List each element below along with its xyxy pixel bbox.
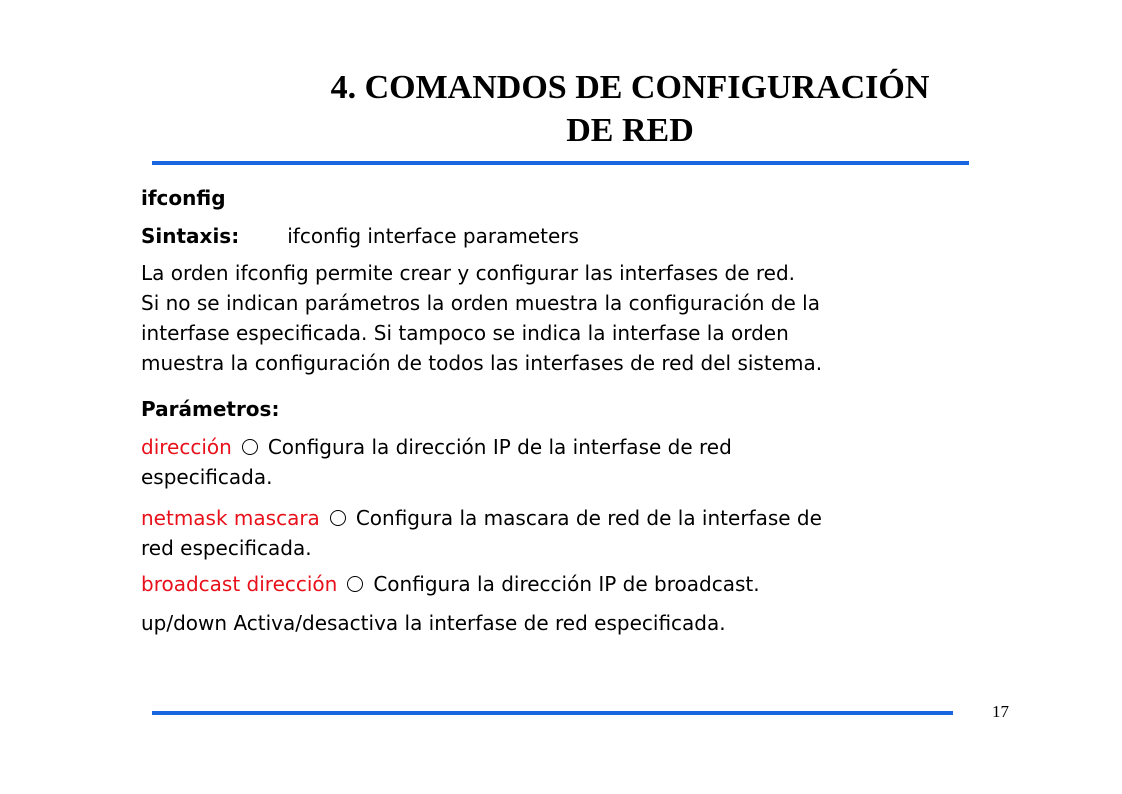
top-divider	[152, 161, 969, 165]
parameter-name: broadcast dirección	[141, 572, 338, 596]
description-line-2: Si no se indican parámetros la orden muestra la configuración de la	[141, 291, 820, 315]
parameter-description: Configura la mascara de red de la interfase de	[355, 506, 822, 530]
circle-icon	[330, 510, 346, 526]
syntax-value: ifconfig interface parameters	[287, 224, 579, 248]
page-title	[250, 66, 1010, 152]
description-line-1: La orden ifconfig permite crear y configurar las interfases de red.	[141, 261, 796, 285]
title-line-1: 4. COMANDOS DE CONFIGURACIÓN	[330, 69, 930, 106]
parameter-description: Configura la dirección IP de broadcast.	[373, 572, 760, 596]
command-heading: ifconfig	[141, 186, 226, 210]
parameter-description: Activa/desactiva la interfase de red especificada.	[233, 611, 726, 635]
parameter-item	[141, 503, 822, 533]
title-line-2: DE RED	[566, 112, 694, 149]
parameter-item	[141, 432, 732, 462]
parameter-description: Configura la dirección IP de la interfase de red	[267, 435, 732, 459]
description-line-4: muestra la configuración de todos las interfases de red del sistema.	[141, 351, 823, 375]
syntax-line	[141, 221, 579, 251]
bottom-divider	[152, 711, 953, 715]
parameter-description-continued: red especificada.	[141, 536, 312, 560]
parameters-heading: Parámetros:	[141, 397, 280, 421]
syntax-label: Sintaxis:	[141, 224, 240, 248]
circle-icon	[347, 576, 363, 592]
parameter-description-continued: especificada.	[141, 465, 273, 489]
page-number: 17	[992, 702, 1009, 721]
description-line-3: interfase especificada. Si tampoco se indica la interfase la orden	[141, 321, 789, 345]
parameter-item	[141, 569, 760, 599]
parameter-name: up/down	[141, 611, 228, 635]
circle-icon	[242, 439, 258, 455]
parameter-name: netmask mascara	[141, 506, 320, 530]
parameter-name: dirección	[141, 435, 232, 459]
parameter-item	[141, 608, 726, 638]
